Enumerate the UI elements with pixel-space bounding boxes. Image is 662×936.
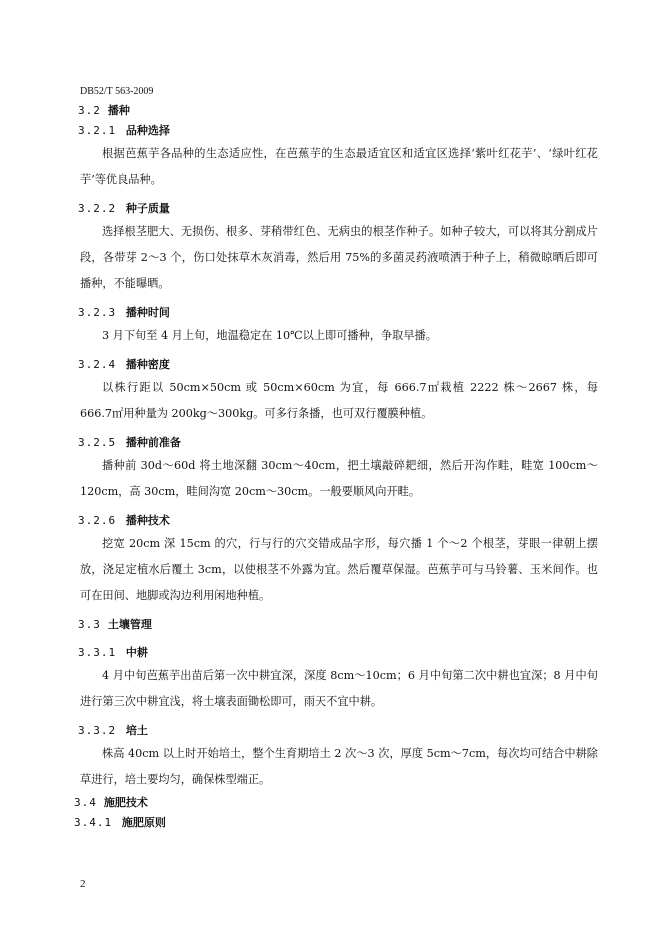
section-heading	[78, 643, 598, 663]
section-title: 培土	[125, 724, 148, 737]
section-title: 土壤管理	[107, 618, 152, 631]
section-title: 品种选择	[125, 124, 170, 137]
section-number: 3.2.1	[78, 124, 117, 137]
paragraph: 株高 40cm 以上时开始培土，整个生育期培土 2 次～3 次，厚度 5cm～7cm，每次均可结合中耕除草进行，培土要均匀，确保株型端正。	[80, 747, 598, 786]
section-number: 3.2.6	[78, 514, 117, 527]
page-number: 2	[80, 878, 86, 890]
section-heading	[74, 793, 598, 813]
paragraph: 挖宽 20cm 深 15cm 的穴，行与行的穴交错成品字形，每穴播 1 个～2 个根茎，芽眼一律朝上摆放，浇足定植水后覆土 3cm，以使根茎不外露为宜。然后覆草保湿。芭蕉芋可与马铃薯、玉米间作。也可在田间、地脚或沟边利用闲地种植。	[80, 537, 598, 602]
section-title: 施肥技术	[103, 796, 148, 809]
section-heading	[78, 121, 598, 141]
section-number: 3.2.4	[78, 358, 117, 371]
section-title: 播种	[107, 104, 130, 117]
section-title: 中耕	[125, 646, 148, 659]
section-title: 播种前准备	[125, 436, 181, 449]
paragraph: 3 月下旬至 4 月上旬，地温稳定在 10℃以上即可播种，争取早播。	[102, 329, 437, 342]
section-heading	[78, 511, 598, 531]
paragraph: 以株行距以 50cm×50cm 或 50cm×60cm 为宜，每 666.7㎡栽植 2222 株～2667 株，每 666.7㎡用种量为 200kg～300kg。可多行条播，也可双行覆膜种植。	[80, 381, 598, 420]
section-heading	[78, 721, 598, 741]
section-number: 3.3.2	[78, 724, 117, 737]
paragraph: 选择根茎肥大、无损伤、根多、芽稍带红色、无病虫的根茎作种子。如种子较大，可以将其分割成片段，各带芽 2～3 个，伤口处抹草木灰消毒，然后用 75%的多菌灵药液喷洒于种子上，稍微晾晒后即可播种，不能曝晒。	[80, 225, 598, 290]
paragraph: 播种前 30d～60d 将土地深翻 30cm～40cm，把土壤敲碎耙细，然后开沟作畦，畦宽 100cm～120cm，高 30cm，畦间沟宽 20cm～30cm。一般要顺风向开畦。	[80, 459, 598, 498]
section-title: 播种时间	[125, 306, 170, 319]
section-heading	[78, 615, 598, 635]
section-title: 施肥原则	[121, 816, 166, 829]
section-title: 种子质量	[125, 202, 170, 215]
paragraph: 根据芭蕉芋各品种的生态适应性，在芭蕉芋的生态最适宜区和适宜区选择‘紫叶红花芋’、‘绿叶红花芋’等优良品种。	[80, 147, 598, 186]
section-number: 3.2.5	[78, 436, 117, 449]
section-number: 3.4.1	[74, 816, 113, 829]
section-title: 播种技术	[125, 514, 170, 527]
section-title: 播种密度	[125, 358, 170, 371]
section-heading	[78, 199, 598, 219]
section-heading	[78, 433, 598, 453]
section-heading	[78, 303, 598, 323]
document-code: DB52/T 563-2009	[80, 86, 154, 97]
section-number: 3.3.1	[78, 646, 117, 659]
section-heading	[78, 355, 598, 375]
paragraph: 4 月中旬芭蕉芋出苗后第一次中耕宜深，深度 8cm～10cm；6 月中旬第二次中耕也宜深；8 月中旬进行第三次中耕宜浅，将土壤表面锄松即可，雨天不宜中耕。	[80, 669, 598, 708]
section-number: 3.2.2	[78, 202, 117, 215]
section-number: 3.2.3	[78, 306, 117, 319]
document-body	[74, 101, 598, 833]
section-number: 3.2	[78, 104, 101, 117]
section-number: 3.4	[74, 796, 97, 809]
section-heading	[78, 101, 598, 121]
section-number: 3.3	[78, 618, 101, 631]
section-heading	[74, 813, 598, 833]
